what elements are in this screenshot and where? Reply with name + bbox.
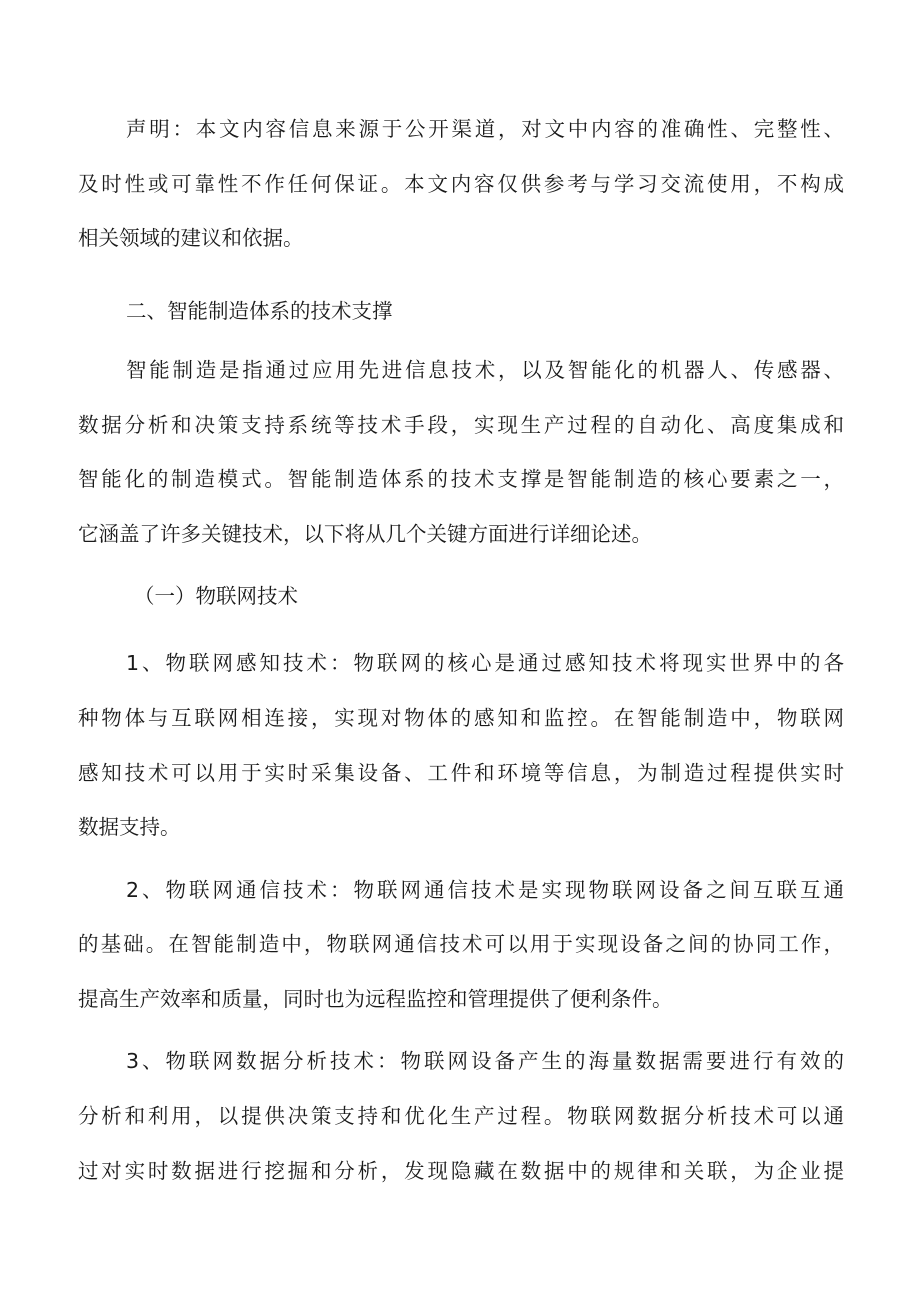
item1-line-2: 种物体与互联网相连接，实现对物体的感知和监控。在智能制造中，物联网 [78,706,844,730]
disclaimer-line-3: 相关领域的建议和依据。 [78,226,304,250]
item3-line-2: 分析和利用，以提供决策支持和优化生产过程。物联网数据分析技术可以通 [78,1104,844,1128]
disclaimer-line-2: 及时性或可靠性不作任何保证。本文内容仅供参考与学习交流使用，不构成 [78,172,844,196]
item2-line-1: 2、物联网通信技术：物联网通信技术是实现物联网设备之间互联互通 [126,878,844,902]
intro-line-3: 智能化的制造模式。智能制造体系的技术支撑是智能制造的核心要素之一， [78,467,844,491]
section-heading: 二、智能制造体系的技术支撑 [126,299,393,323]
disclaimer-line-1: 声明：本文内容信息来源于公开渠道，对文中内容的准确性、完整性、 [126,117,844,141]
item2-line-2: 的基础。在智能制造中，物联网通信技术可以用于实现设备之间的协同工作， [78,932,844,956]
item3-line-1: 3、物联网数据分析技术：物联网设备产生的海量数据需要进行有效的 [126,1049,844,1073]
item1-line-4: 数据支持。 [78,815,181,839]
item1-line-1: 1、物联网感知技术：物联网的核心是通过感知技术将现实世界中的各 [126,651,844,675]
item1-line-3: 感知技术可以用于实时采集设备、工件和环境等信息，为制造过程提供实时 [78,761,844,785]
item2-line-3: 提高生产效率和质量，同时也为远程监控和管理提供了便利条件。 [78,987,673,1011]
intro-line-4: 它涵盖了许多关键技术，以下将从几个关键方面进行详细论述。 [78,522,652,546]
intro-line-2: 数据分析和决策支持系统等技术手段，实现生产过程的自动化、高度集成和 [78,413,844,437]
item3-line-3: 过对实时数据进行挖掘和分析，发现隐藏在数据中的规律和关联，为企业提 [78,1159,844,1183]
subsection-heading: （一）物联网技术 [134,584,298,608]
intro-line-1: 智能制造是指通过应用先进信息技术，以及智能化的机器人、传感器、 [126,358,844,382]
